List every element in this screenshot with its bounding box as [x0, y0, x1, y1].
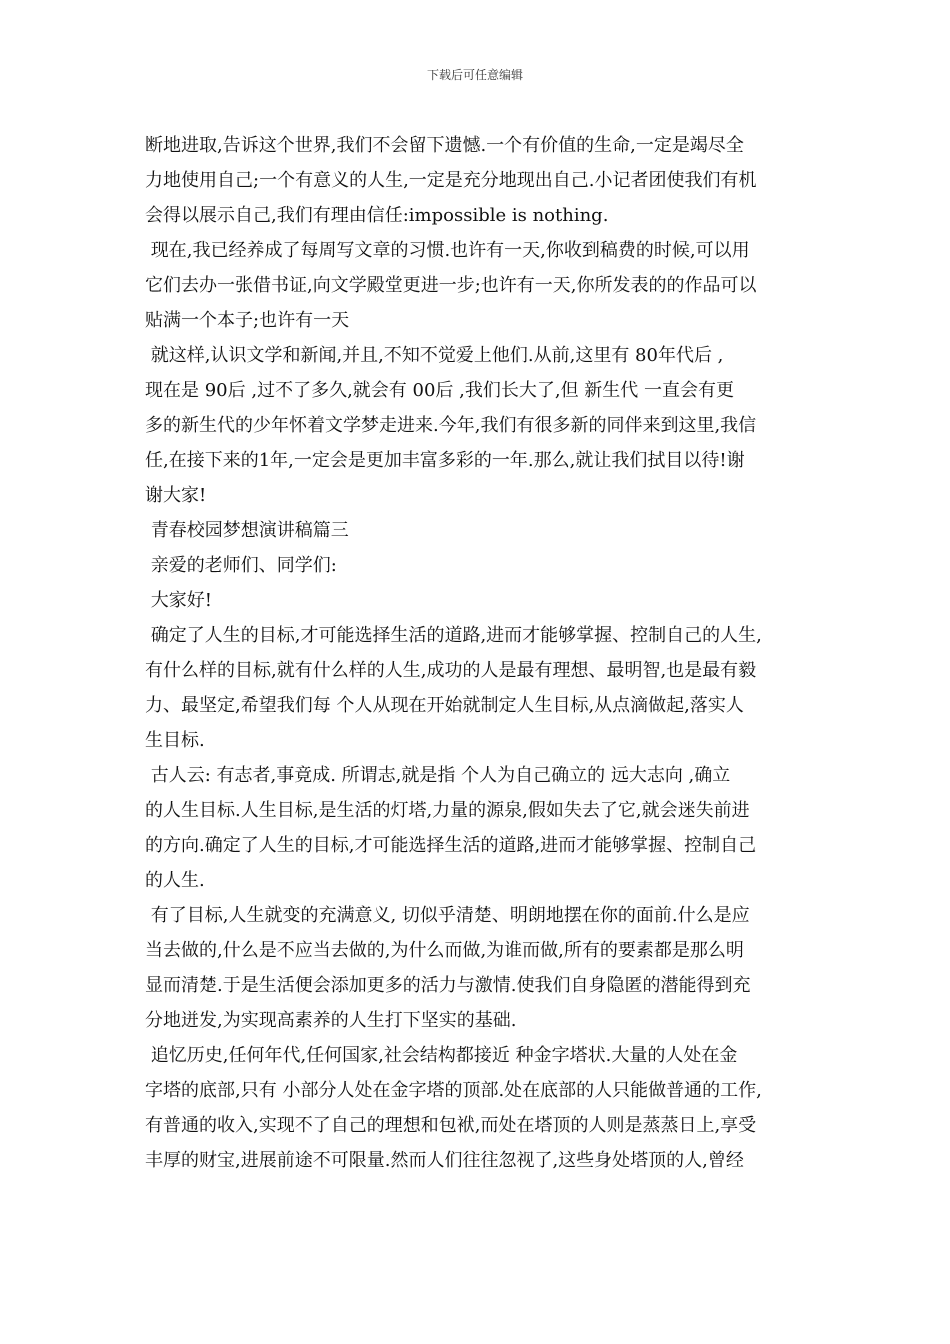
text-line: 有普通的收入,实现不了自己的理想和包袱,而处在塔顶的人则是蒸蒸日上,享受 [145, 1115, 757, 1136]
text-line: 的人生目标.人生目标,是生活的灯塔,力量的源泉,假如失去了它,就会迷失前进 [145, 800, 750, 821]
text-line: 分地迸发,为实现高素养的人生打下坚实的基础. [145, 1010, 517, 1031]
text-line: 有了目标,人生就变的充满意义, 切似乎清楚、明朗地摆在你的面前.什么是应 [145, 905, 750, 926]
section-heading: 青春校园梦想演讲稿篇三 [145, 520, 349, 541]
text-line: 的人生. [145, 870, 205, 891]
page-header: 下载后可任意编辑 [426, 68, 523, 82]
text-line: 的方向.确定了人生的目标,才可能选择生活的道路,进而才能够掌握、控制自己 [145, 835, 757, 856]
text-line: 就这样,认识文学和新闻,并且,不知不觉爱上他们.从前,这里有 80年代后 , [145, 345, 724, 366]
text-line: 亲爱的老师们、同学们: [145, 555, 337, 576]
text-line: 有什么样的目标,就有什么样的人生,成功的人是最有理想、最明智,也是最有毅 [145, 660, 757, 681]
text-line: 字塔的底部,只有 小部分人处在金字塔的顶部.处在底部的人只能做普通的工作, [145, 1080, 762, 1101]
text-line: 现在是 90后 ,过不了多久,就会有 00后 ,我们长大了,但 新生代 一直会有更 [145, 380, 735, 401]
text-line: 任,在接下来的1年,一定会是更加丰富多彩的一年.那么,就让我们拭目以待!谢 [145, 450, 745, 471]
document-body [145, 128, 810, 1178]
text-line: 确定了人生的目标,才可能选择生活的道路,进而才能够掌握、控制自己的人生, [145, 625, 762, 646]
text-line: 古人云: 有志者,事竟成. 所谓志,就是指 个人为自己确立的 远大志向 ,确立 [145, 765, 731, 786]
text-line: 多的新生代的少年怀着文学梦走进来.今年,我们有很多新的同伴来到这里,我信 [145, 415, 757, 436]
text-line: 生目标. [145, 730, 205, 751]
text-line: 显而清楚.于是生活便会添加更多的活力与激情.使我们自身隐匿的潜能得到充 [145, 975, 751, 996]
text-line: 谢大家! [145, 485, 207, 506]
text-line: 大家好! [145, 590, 212, 611]
text-line: 力、最坚定,希望我们每 个人从现在开始就制定人生目标,从点滴做起,落实人 [145, 695, 744, 716]
text-line: 丰厚的财宝,进展前途不可限量.然而人们往往忽视了,这些身处塔顶的人,曾经 [145, 1150, 744, 1171]
text-line: 贴满一个本子;也许有一天 [145, 310, 350, 331]
text-line: 当去做的,什么是不应当去做的,为什么而做,为谁而做,所有的要素都是那么明 [145, 940, 744, 961]
text-line: 它们去办一张借书证,向文学殿堂更进一步;也许有一天,你所发表的的作品可以 [145, 275, 757, 296]
text-line: 会得以展示自己,我们有理由信任:impossible is nothing. [145, 205, 609, 226]
text-line: 现在,我已经养成了每周写文章的习惯.也许有一天,你收到稿费的时候,可以用 [145, 240, 750, 261]
text-line: 断地进取,告诉这个世界,我们不会留下遗憾.一个有价值的生命,一定是竭尽全 [145, 135, 744, 156]
text-line: 力地使用自己;一个有意义的人生,一定是充分地现出自己.小记者团使我们有机 [145, 170, 757, 191]
text-line: 追忆历史,任何年代,任何国家,社会结构都接近 种金字塔状.大量的人处在金 [145, 1045, 738, 1066]
